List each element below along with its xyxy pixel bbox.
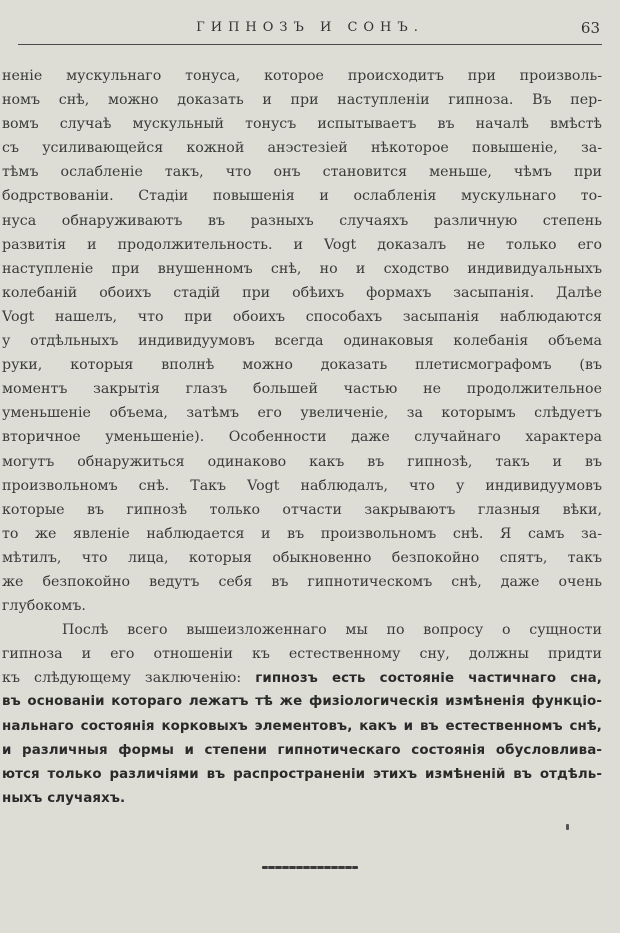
text-line: наступленіе при внушенномъ снѣ, но и сходство индивидуальныхъ xyxy=(2,260,602,277)
conclusion-line: въ основаніи котораго лежатъ тѣ же физіологическія измѣненія функціо- xyxy=(2,694,602,710)
conclusion-line: ются только различіями въ распространеніи этихъ измѣненій въ отдѣль- xyxy=(2,766,602,782)
text-line: съ усиливающейся кожной анэстезіей нѣкоторое повышеніе, за- xyxy=(2,140,602,157)
text-line: произвольномъ снѣ. Такъ Vogt наблюдалъ, что у индивидуумовъ xyxy=(2,477,602,494)
text-line: вторичное уменьшеніе). Особенности даже случайнаго характера xyxy=(2,429,602,446)
text-line: неніе мускульнаго тонуса, которое происходитъ при произволь- xyxy=(2,68,602,84)
conclusion-lead-in: къ слѣдующему заключенію: xyxy=(2,670,256,687)
end-ornament xyxy=(262,866,358,869)
page-header xyxy=(18,18,602,45)
text-line: то же явленіе наблюдается и въ произвольномъ снѣ. Я самъ за- xyxy=(2,525,602,542)
text-line: которые въ гипнозѣ только отчасти закрываютъ глазныя вѣки, xyxy=(2,501,602,518)
text-line: тѣмъ ослабленіе такъ, что онъ становится меньше, чѣмъ при xyxy=(2,164,602,181)
body-text xyxy=(0,64,620,811)
text-line: Vogt нашелъ, что при обоихъ способахъ засыпанія наблюдаются xyxy=(2,308,602,325)
conclusion-line: и различныя формы и степени гипнотическаго состоянія обусловлива- xyxy=(2,742,602,758)
page-number: 63 xyxy=(580,19,600,37)
text-line: уменьшеніе объема, затѣмъ его увеличеніе, за которымъ слѣдуетъ xyxy=(2,405,602,422)
running-title: ГИПНОЗЪ И СОНЪ. xyxy=(196,20,424,35)
text-line: развитія и продолжительность. и Vogt доказалъ не только его xyxy=(2,236,602,253)
text-line: Послѣ всего вышеизложеннаго мы по вопросу о сущности xyxy=(62,622,602,639)
text-line: номъ снѣ, можно доказать и при наступленіи гипноза. Въ пер- xyxy=(2,92,602,109)
paragraph-2 xyxy=(0,618,620,811)
text-line: мѣтилъ, что лица, которыя обыкновенно безпокойно спятъ, такъ xyxy=(2,549,602,566)
print-speck xyxy=(566,824,569,830)
text-line: вомъ случаѣ мускульный тонусъ испытываетъ въ началѣ вмѣстѣ xyxy=(2,116,602,133)
text-line: моментъ закрытія глазъ большей частью не продолжительное xyxy=(2,381,602,398)
text-line xyxy=(0,666,620,690)
conclusion-bold-start: гипнозъ есть состояніе частичнаго сна, xyxy=(255,671,602,687)
text-line: нуса обнаруживаютъ въ разныхъ случаяхъ различную степень xyxy=(2,212,602,229)
text-line: у отдѣльныхъ индивидуумовъ всегда одинаковыя колебанія объема xyxy=(2,333,602,350)
conclusion-line: ныхъ случаяхъ. xyxy=(2,790,126,806)
paragraph-1 xyxy=(0,64,620,618)
text-line: бодрствованіи. Стадіи повышенія и ослабленія мускульнаго то- xyxy=(2,188,602,205)
text-line: гипноза и его отношеніи къ естественному сну, должны придти xyxy=(2,646,602,663)
conclusion-line: нальнаго состоянія корковыхъ элементовъ, какъ и въ естественномъ снѣ, xyxy=(2,718,602,734)
text-line: же безпокойно ведутъ себя въ гипнотическомъ снѣ, даже очень xyxy=(2,573,602,590)
text-line: глубокомъ. xyxy=(2,598,86,615)
text-line: колебаній обоихъ стадій при обѣихъ формахъ засыпанія. Далѣе xyxy=(2,284,602,301)
text-line: руки, которыя вполнѣ можно доказать плетисмографомъ (въ xyxy=(2,357,602,374)
text-line: могутъ обнаружиться одинаково какъ въ гипнозѣ, такъ и въ xyxy=(2,453,602,470)
